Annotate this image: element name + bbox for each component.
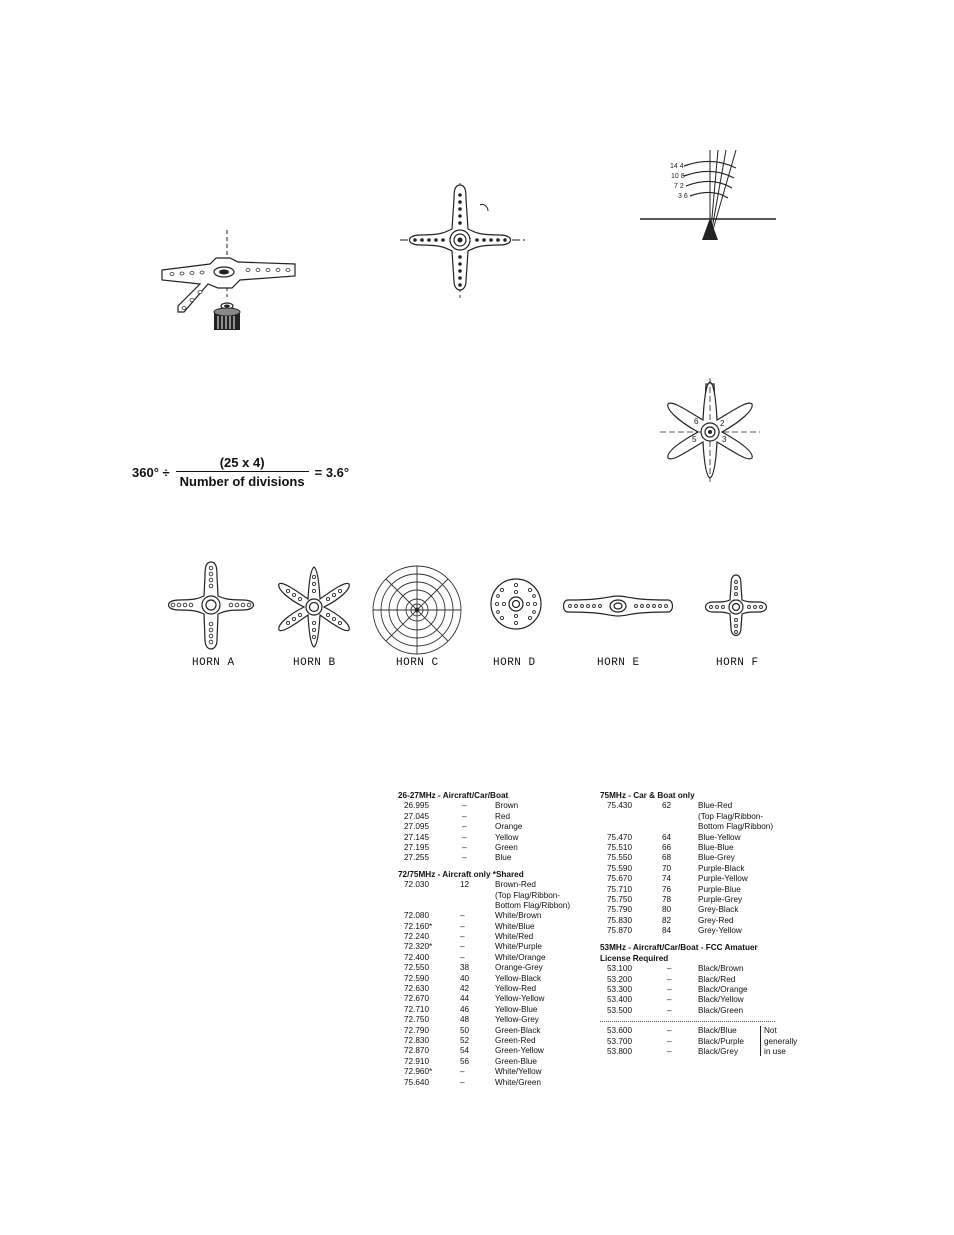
- six-arm-number: 6: [694, 417, 699, 426]
- color-cell: Yellow-Black: [495, 973, 542, 983]
- formula-lhs: 360° ÷: [132, 464, 170, 480]
- section-title: 53MHz - Aircraft/Car/Boat - FCC Amatuer: [600, 943, 758, 953]
- table-row: [600, 874, 815, 884]
- horn-b-figure: [276, 566, 352, 648]
- frequency-cell: 72.790: [404, 1025, 430, 1035]
- color-cell: (Top Flag/Ribbon-: [698, 811, 764, 821]
- channel-cell: –: [462, 853, 467, 863]
- table-row: [398, 922, 598, 932]
- color-cell: Blue-Red: [698, 801, 733, 811]
- frequency-cell: 53.300: [607, 985, 633, 995]
- channel-cell: –: [462, 811, 467, 821]
- frequency-cell: 75.430: [607, 801, 633, 811]
- color-cell: Grey-Yellow: [698, 926, 742, 936]
- table-row: [398, 812, 598, 822]
- table-row: [398, 891, 598, 901]
- frequency-cell: 72.750: [404, 1015, 430, 1025]
- table-row: [600, 905, 815, 915]
- table-row: [600, 853, 815, 863]
- frequency-cell: 53.500: [607, 1005, 633, 1015]
- horn-label: HORN B: [293, 657, 336, 669]
- horn-label: HORN A: [192, 657, 235, 669]
- color-cell: Brown: [495, 801, 519, 811]
- horn-c-figure: [370, 563, 464, 657]
- protractor-label: 7 2: [674, 183, 684, 190]
- frequency-table-left: [398, 791, 598, 1088]
- frequency-cell: 72.710: [404, 1004, 430, 1014]
- table-row: [398, 984, 598, 994]
- frequency-cell: 75.550: [607, 853, 633, 863]
- color-cell: Green-Black: [495, 1025, 541, 1035]
- channel-cell: –: [667, 1046, 672, 1056]
- frequency-cell: 72.030: [404, 880, 430, 890]
- channel-cell: 48: [460, 1015, 470, 1025]
- channel-cell: –: [667, 974, 672, 984]
- channel-cell: 50: [460, 1025, 470, 1035]
- channel-cell: –: [667, 985, 672, 995]
- table-row: [398, 953, 598, 963]
- channel-cell: 46: [460, 1004, 470, 1014]
- channel-cell: –: [667, 1026, 672, 1036]
- frequency-cell: 75.870: [607, 926, 633, 936]
- frequency-cell: 26.995: [404, 801, 430, 811]
- channel-cell: 52: [460, 1035, 470, 1045]
- frequency-cell: 53.800: [607, 1046, 633, 1056]
- table-row: [398, 974, 598, 984]
- table-row: [398, 822, 598, 832]
- formula-rhs: = 3.6°: [314, 464, 350, 480]
- frequency-cell: 53.100: [607, 964, 633, 974]
- formula-numerator: (25 x 4): [219, 455, 265, 470]
- channel-cell: –: [460, 932, 465, 942]
- table-row: [398, 833, 598, 843]
- formula-fraction: [176, 455, 309, 489]
- table-row: [600, 885, 815, 895]
- color-cell: Black/Orange: [698, 985, 748, 995]
- frequency-cell: 72.630: [404, 984, 430, 994]
- frequency-cell: 75.790: [607, 905, 633, 915]
- channel-cell: 76: [662, 884, 672, 894]
- frequency-cell: 53.700: [607, 1036, 633, 1046]
- color-cell: Brown-Red: [495, 880, 536, 890]
- color-cell: Yellow-Yellow: [495, 994, 545, 1004]
- note-line: generally: [764, 1036, 798, 1046]
- frequency-cell: 27.145: [404, 832, 430, 842]
- frequency-cell: 75.710: [607, 884, 633, 894]
- channel-cell: 74: [662, 874, 672, 884]
- table-row: [600, 964, 815, 974]
- color-cell: Purple-Grey: [698, 894, 743, 904]
- channel-cell: 44: [460, 994, 470, 1004]
- color-cell: White/Red: [495, 932, 534, 942]
- channel-cell: –: [460, 942, 465, 952]
- channel-cell: 68: [662, 853, 672, 863]
- channel-cell: 40: [460, 973, 470, 983]
- channel-cell: 70: [662, 863, 672, 873]
- table-row: [600, 985, 815, 995]
- table-row: [600, 812, 815, 822]
- table-row: [600, 895, 815, 905]
- channel-cell: –: [462, 842, 467, 852]
- color-cell: Green: [495, 842, 518, 852]
- section-title: 72/75MHz - Aircraft only *Shared: [398, 869, 524, 879]
- channel-cell: –: [460, 952, 465, 962]
- horn-f-figure: [703, 574, 769, 640]
- frequency-cell: 53.200: [607, 974, 633, 984]
- color-cell: Black/Purple: [698, 1036, 744, 1046]
- color-cell: Black/Red: [698, 974, 736, 984]
- color-cell: Black/Blue: [698, 1026, 737, 1036]
- color-cell: Yellow: [495, 832, 519, 842]
- frequency-cell: 75.750: [607, 894, 633, 904]
- frequency-cell: 72.870: [404, 1046, 430, 1056]
- frequency-cell: 75.590: [607, 863, 633, 873]
- color-cell: Bottom Flag/Ribbon): [698, 822, 774, 832]
- channel-cell: –: [667, 1036, 672, 1046]
- color-cell: Grey-Red: [698, 915, 734, 925]
- channel-cell: –: [667, 995, 672, 1005]
- table-row: [398, 1005, 598, 1015]
- table-row: [398, 1067, 598, 1077]
- table-row: [398, 880, 598, 890]
- table-row: [600, 801, 815, 811]
- frequency-cell: 75.830: [607, 915, 633, 925]
- table-row: [398, 911, 598, 921]
- frequency-cell: 72.590: [404, 973, 430, 983]
- horn-e-figure: [562, 594, 674, 618]
- servo-horn-perspective-figure: [160, 228, 300, 333]
- table-row: [398, 932, 598, 942]
- frequency-cell: 72.550: [404, 963, 430, 973]
- channel-cell: –: [462, 822, 467, 832]
- color-cell: Grey-Black: [698, 905, 739, 915]
- table-row: [600, 926, 815, 936]
- color-cell: Purple-Yellow: [698, 874, 748, 884]
- table-row: [398, 963, 598, 973]
- frequency-cell: 53.600: [607, 1026, 633, 1036]
- channel-cell: 64: [662, 832, 672, 842]
- not-in-use-note: [760, 1026, 797, 1056]
- channel-cell: 62: [662, 801, 672, 811]
- frequency-cell: 72.080: [404, 911, 430, 921]
- color-cell: Black/Brown: [698, 964, 744, 974]
- color-cell: Black/Grey: [698, 1046, 739, 1056]
- horn-label: HORN E: [597, 657, 640, 669]
- color-cell: Blue-Grey: [698, 853, 735, 863]
- channel-cell: –: [462, 801, 467, 811]
- color-cell: Blue: [495, 853, 512, 863]
- frequency-cell: 53.400: [607, 995, 633, 1005]
- frequency-cell: 27.045: [404, 811, 430, 821]
- color-cell: Black/Yellow: [698, 995, 744, 1005]
- table-row: [398, 1026, 598, 1036]
- color-cell: (Top Flag/Ribbon-: [495, 890, 561, 900]
- table-row: [600, 822, 815, 832]
- horn-label: HORN C: [396, 657, 439, 669]
- color-cell: Blue-Yellow: [698, 832, 741, 842]
- table-row: [600, 975, 815, 985]
- protractor-label: 10 8: [671, 173, 685, 180]
- table-row: [398, 801, 598, 811]
- six-arm-horn-figure: [660, 378, 760, 483]
- color-cell: Black/Green: [698, 1005, 744, 1015]
- frequency-cell: 72.910: [404, 1056, 430, 1066]
- protractor-label: 14 4: [670, 163, 684, 170]
- frequency-cell: 27.195: [404, 842, 430, 852]
- color-cell: Purple-Black: [698, 863, 745, 873]
- frequency-cell: 75.640: [404, 1077, 430, 1087]
- color-cell: White/Yellow: [495, 1067, 542, 1077]
- frequency-cell: 72.240: [404, 932, 430, 942]
- color-cell: Yellow-Blue: [495, 1004, 538, 1014]
- channel-cell: –: [460, 911, 465, 921]
- channel-cell: 84: [662, 926, 672, 936]
- color-cell: White/Brown: [495, 911, 542, 921]
- channel-cell: 66: [662, 842, 672, 852]
- table-row: [600, 864, 815, 874]
- frequency-cell: 72.400: [404, 952, 430, 962]
- color-cell: Purple-Blue: [698, 884, 741, 894]
- channel-cell: 54: [460, 1046, 470, 1056]
- table-row: [398, 994, 598, 1004]
- note-line: Not: [764, 1026, 777, 1036]
- frequency-cell: 75.470: [607, 832, 633, 842]
- frequency-cell: 75.670: [607, 874, 633, 884]
- table-row: [398, 853, 598, 863]
- horn-label: HORN F: [716, 657, 759, 669]
- color-cell: Green-Yellow: [495, 1046, 544, 1056]
- channel-cell: 82: [662, 915, 672, 925]
- section-title: 26-27MHz - Aircraft/Car/Boat: [398, 791, 509, 800]
- channel-cell: 12: [460, 880, 470, 890]
- channel-cell: 38: [460, 963, 470, 973]
- table-row: [398, 901, 598, 911]
- section-title: License Required: [600, 953, 669, 963]
- six-arm-number: 3: [722, 435, 727, 444]
- color-cell: Orange: [495, 822, 523, 832]
- channel-cell: 56: [460, 1056, 470, 1066]
- channel-cell: 80: [662, 905, 672, 915]
- channel-cell: –: [667, 964, 672, 974]
- six-arm-number: 2: [720, 419, 725, 428]
- section-title: 75MHz - Car & Boat only: [600, 791, 695, 800]
- note-line: in use: [764, 1047, 786, 1057]
- color-cell: White/Blue: [495, 921, 535, 931]
- frequency-cell: 72.960*: [404, 1067, 433, 1077]
- protractor-angle-figure: [640, 150, 780, 245]
- horn-label: HORN D: [493, 657, 536, 669]
- color-cell: Bottom Flag/Ribbon): [495, 900, 571, 910]
- frequency-cell: 72.160*: [404, 921, 433, 931]
- table-row: [398, 1057, 598, 1067]
- color-cell: Green-Blue: [495, 1056, 537, 1066]
- color-cell: White/Orange: [495, 952, 546, 962]
- table-row: [398, 843, 598, 853]
- color-cell: Green-Red: [495, 1035, 536, 1045]
- frequency-cell: 75.510: [607, 842, 633, 852]
- color-cell: White/Purple: [495, 942, 542, 952]
- frequency-cell: 72.670: [404, 994, 430, 1004]
- protractor-label: 3 6: [678, 193, 688, 200]
- separator: [600, 1021, 775, 1022]
- frequency-cell: 27.255: [404, 853, 430, 863]
- channel-cell: –: [460, 1067, 465, 1077]
- table-row: [600, 1006, 815, 1016]
- color-cell: Yellow-Red: [495, 984, 537, 994]
- table-row: [398, 1078, 598, 1088]
- formula-denominator: Number of divisions: [176, 471, 309, 489]
- division-formula: [132, 455, 349, 489]
- frequency-cell: 72.830: [404, 1035, 430, 1045]
- table-row: [600, 995, 815, 1005]
- table-row: [600, 916, 815, 926]
- table-row: [600, 833, 815, 843]
- channel-cell: 42: [460, 984, 470, 994]
- table-row: [398, 1036, 598, 1046]
- color-cell: Orange-Grey: [495, 963, 543, 973]
- channel-cell: –: [667, 1005, 672, 1015]
- horn-a-figure: [163, 560, 259, 656]
- channel-cell: –: [460, 1077, 465, 1087]
- color-cell: Blue-Blue: [698, 842, 734, 852]
- color-cell: Red: [495, 811, 511, 821]
- channel-cell: –: [460, 921, 465, 931]
- table-row: [600, 843, 815, 853]
- channel-cell: –: [462, 832, 467, 842]
- six-arm-number: 5: [692, 435, 697, 444]
- table-row: [398, 942, 598, 952]
- horn-d-figure: [489, 577, 543, 631]
- frequency-cell: 72.320*: [404, 942, 433, 952]
- table-row: [398, 1015, 598, 1025]
- color-cell: Yellow-Grey: [495, 1015, 539, 1025]
- table-row: [398, 1046, 598, 1056]
- frequency-cell: 27.095: [404, 822, 430, 832]
- frequency-table-right: [600, 791, 815, 1057]
- color-cell: White/Green: [495, 1077, 541, 1087]
- four-arm-horn-figure: [400, 183, 525, 298]
- channel-cell: 78: [662, 894, 672, 904]
